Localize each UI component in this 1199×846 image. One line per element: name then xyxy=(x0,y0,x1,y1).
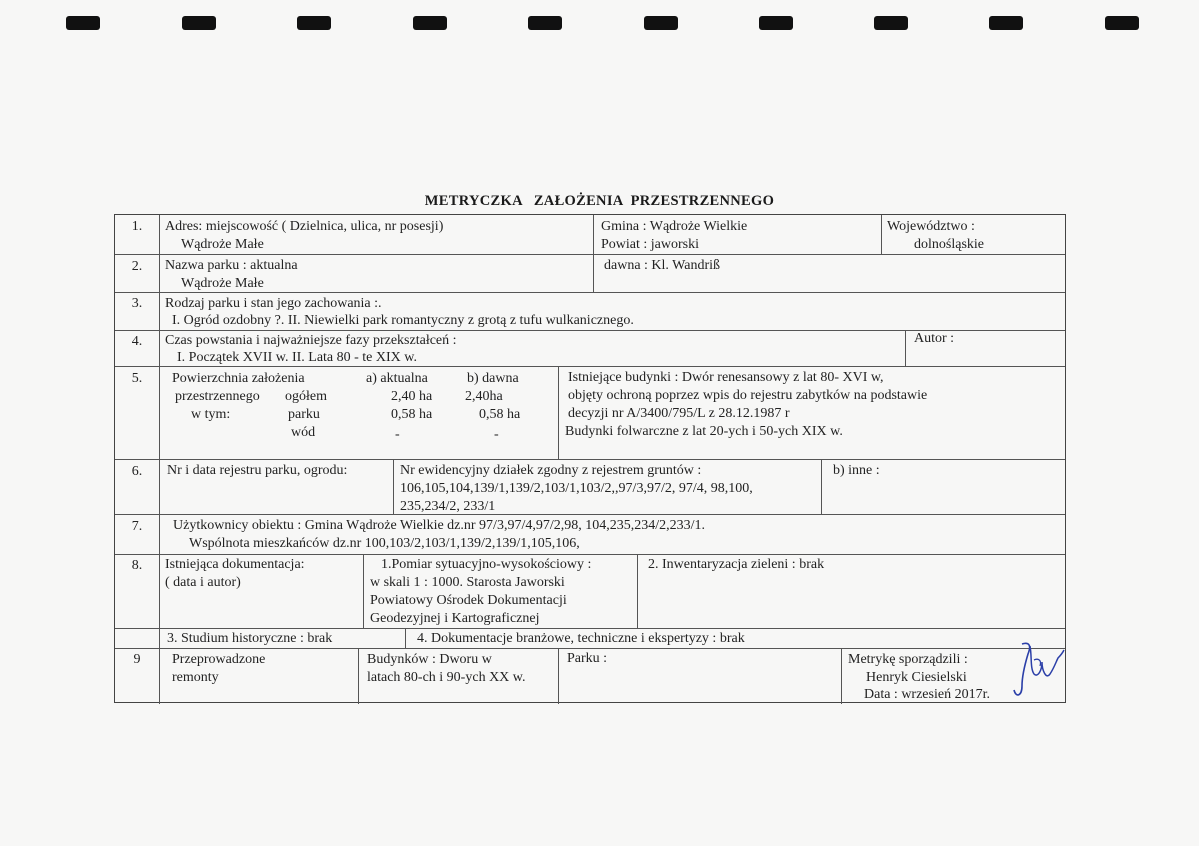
voivodeship-label: Województwo : xyxy=(887,219,975,234)
area-row-label: w tym: xyxy=(191,407,231,422)
area-value-current: - xyxy=(395,427,400,442)
parcels-line: 106,105,104,139/1,139/2,103/1,103/2,,97/3,97/2, 97/4, 98,100, xyxy=(400,481,753,496)
address-value: Wądroże Małe xyxy=(181,237,264,252)
row-number: 6. xyxy=(131,464,143,479)
repairs-buildings: Budynków : Dworu w xyxy=(367,652,492,667)
area-col-current: a) aktualna xyxy=(366,371,428,386)
powiat-value: Powiat : jaworski xyxy=(601,237,699,252)
row-number: 9 xyxy=(133,652,141,667)
punch-hole xyxy=(874,16,908,30)
author-label: Autor : xyxy=(914,331,955,346)
row-number: 1. xyxy=(131,219,143,234)
register-other: b) inne : xyxy=(833,463,880,478)
gmina-value: Gmina : Wądroże Wielkie xyxy=(601,219,748,234)
punch-hole xyxy=(989,16,1023,30)
area-value-current: 2,40 ha xyxy=(391,389,433,404)
row-number: 2. xyxy=(131,259,143,274)
survey-line: w skali 1 : 1000. Starosta Jaworski xyxy=(370,575,565,590)
users-line: Wspólnota mieszkańców dz.nr 100,103/2,103/1,139/2,139/1,105,106, xyxy=(189,536,580,551)
buildings-line: Istniejące budynki : Dwór renesansowy z lat 80- XVI w, xyxy=(568,370,884,385)
park-name-label: Nazwa parku : aktualna xyxy=(165,258,298,273)
docs-sublabel: ( data i autor) xyxy=(165,575,241,590)
inventory-status: 2. Inwentaryzacja zieleni : brak xyxy=(648,557,825,572)
punch-hole xyxy=(644,16,678,30)
park-name-former: dawna : Kl. Wandriß xyxy=(604,258,721,273)
punch-hole xyxy=(1105,16,1139,30)
area-col-former: b) dawna xyxy=(467,371,519,386)
buildings-line: objęty ochroną poprzez wpis do rejestru zabytków na podstawie xyxy=(568,388,928,403)
area-value-former: 2,40ha xyxy=(465,389,503,404)
row-number: 7. xyxy=(131,519,143,534)
buildings-line: Budynki folwarczne z lat 20-ych i 50-ych XIX w. xyxy=(565,424,843,439)
punch-hole xyxy=(66,16,100,30)
area-row-sublabel: wód xyxy=(291,425,316,440)
punch-hole xyxy=(413,16,447,30)
prepared-by-name: Henryk Ciesielski xyxy=(866,670,967,685)
area-value-former: - xyxy=(494,427,499,442)
docs-label: Istniejąca dokumentacja: xyxy=(165,557,305,572)
buildings-line: decyzji nr A/3400/795/L z 28.12.1987 r xyxy=(568,406,790,421)
area-row-sublabel: ogółem xyxy=(285,389,327,404)
row-number: 4. xyxy=(131,334,143,349)
punch-hole xyxy=(297,16,331,30)
repairs-buildings: latach 80-ch i 90-ych XX w. xyxy=(367,670,526,685)
row-number: 5. xyxy=(131,371,143,386)
prepared-date: Data : wrzesień 2017r. xyxy=(864,687,990,702)
parcels-line: 235,234/2, 233/1 xyxy=(400,499,496,514)
prepared-by-label: Metrykę sporządzili : xyxy=(848,652,968,667)
repairs-park: Parku : xyxy=(567,651,608,666)
park-type-value: I. Ogród ozdobny ?. II. Niewielki park romantyczny z grotą z tufu wulkanicznego. xyxy=(172,313,634,328)
area-label: Powierzchnia założenia xyxy=(172,371,305,386)
history-status: 3. Studium historyczne : brak xyxy=(167,631,333,646)
park-type-label: Rodzaj parku i stan jego zachowania :. xyxy=(165,296,382,311)
row-number: 8. xyxy=(131,558,143,573)
area-value-current: 0,58 ha xyxy=(391,407,433,422)
area-value-former: 0,58 ha xyxy=(479,407,521,422)
survey-line: Geodezyjnej i Kartograficznej xyxy=(370,611,540,626)
area-row-label: przestrzennego xyxy=(175,389,260,404)
survey-line: 1.Pomiar sytuacyjno-wysokościowy : xyxy=(381,557,592,572)
punch-hole xyxy=(528,16,562,30)
branch-docs-status: 4. Dokumentacje branżowe, techniczne i ekspertyzy : brak xyxy=(417,631,745,646)
record-form xyxy=(114,214,1066,703)
voivodeship-value: dolnośląskie xyxy=(914,237,984,252)
survey-line: Powiatowy Ośrodek Dokumentacji xyxy=(370,593,567,608)
address-label: Adres: miejscowość ( Dzielnica, ulica, nr posesji) xyxy=(165,219,444,234)
repairs-label: Przeprowadzone xyxy=(172,652,266,667)
origin-value: I. Początek XVII w. II. Lata 80 - te XIX w. xyxy=(177,350,417,365)
parcels-line: Nr ewidencyjny działek zgodny z rejestrem gruntów : xyxy=(400,463,702,478)
register-label: Nr i data rejestru parku, ogrodu: xyxy=(167,463,348,478)
users-line: Użytkownicy obiektu : Gmina Wądroże Wielkie dz.nr 97/3,97/4,97/2,98, 104,235,234/2,233/1. xyxy=(173,518,705,533)
area-row-sublabel: parku xyxy=(288,407,320,422)
punch-hole xyxy=(182,16,216,30)
origin-label: Czas powstania i najważniejsze fazy przekształceń : xyxy=(165,333,457,348)
repairs-sublabel: remonty xyxy=(172,670,219,685)
punch-hole xyxy=(759,16,793,30)
row-number: 3. xyxy=(131,296,143,311)
page-title: METRYCZKA ZAŁOŻENIA PRZESTRZENNEGO xyxy=(424,193,775,209)
park-name-current: Wądroże Małe xyxy=(181,276,264,291)
signature xyxy=(1012,640,1068,702)
